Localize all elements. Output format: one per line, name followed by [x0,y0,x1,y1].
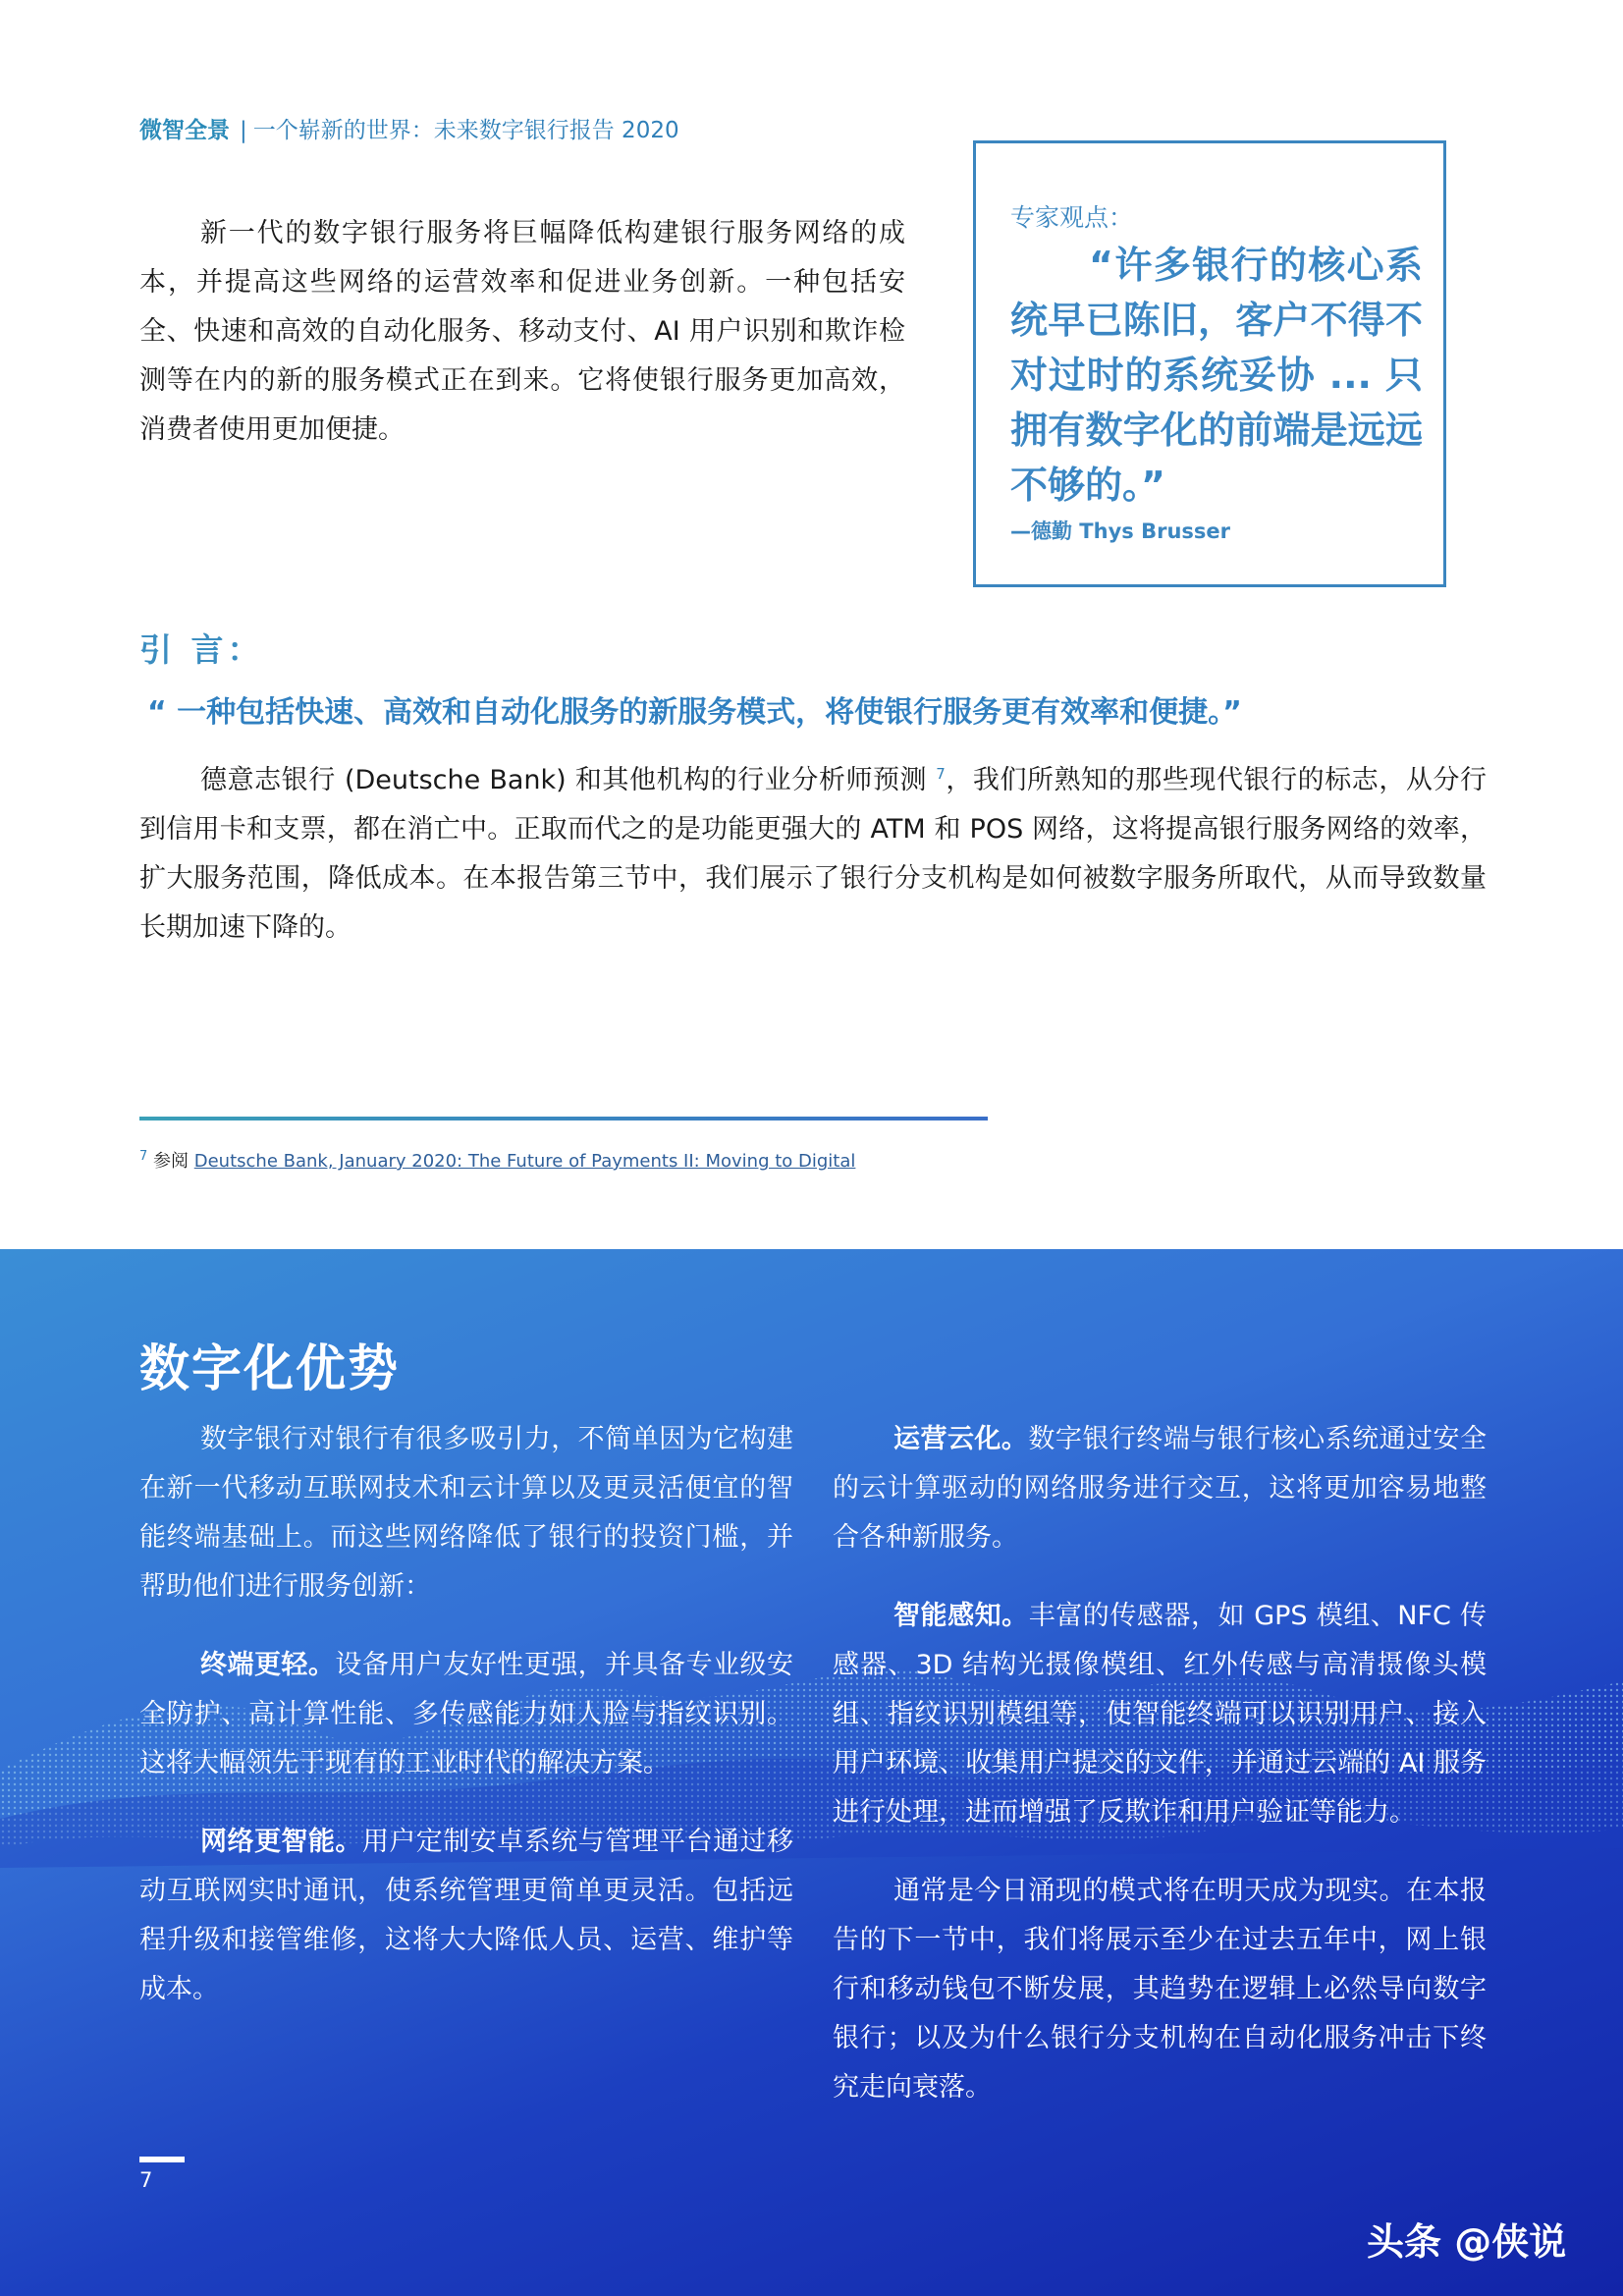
right-paragraph-3: 通常是今日涌现的模式将在明天成为现实。在本报告的下一节中，我们将展示至少在过去五年中，网上银行和移动钱包不断发展，其趋势在逻辑上必然导向数字银行；以及为什么银行分支机构在自动化服务冲击下终究走向衰落。 [833,1876,1487,2103]
lighter-terminal-text: 设备用户友好性更强，并具备专业级安全防护、高计算性能、多传感能力如人脸与指纹识别。这将大幅领先于现有的工业时代的解决方案。 [139,1650,794,1778]
footnote-link[interactable]: Deutsche Bank, January 2020: The Future of Payments II: Moving to Digital [193,1151,856,1172]
cloud-operations-heading: 运营云化。 [893,1424,1029,1454]
expert-quote-box [973,140,1446,587]
left-column [139,1415,793,2044]
intro-body-paragraph [139,756,1487,953]
header-separator: | [240,118,247,143]
footnote [139,1147,855,1173]
cloud-operations-text: 数字银行终端与银行核心系统通过安全的云计算驱动的网络服务进行交互，这将更加容易地整合各种新服务。 [833,1424,1488,1553]
footnote-prefix: 参阅 [153,1151,189,1172]
smart-sensing-heading: 智能感知。 [893,1601,1029,1631]
intro-paragraph: 新一代的数字银行服务将巨幅降低构建银行服务网络的成本，并提高这些网络的运营效率和促进业务创新。一种包括安全、快速和高效的自动化服务、移动支付、AI 用户识别和欺诈检测等在内的新的服务模式正在到来。它将使银行服务更加高效，消费者使用更加便捷。 [139,218,905,445]
brand-name: 微智全景 [139,118,230,143]
page-number: 7 [139,2168,153,2192]
right-column [833,1415,1487,2142]
footnote-marker: 7 [139,1149,148,1164]
watermark: 头条 @侠说 [1367,2220,1567,2264]
body-text-part1: 德意志银行 (Deutsche Bank) 和其他机构的行业分析师预测 [200,765,937,795]
footnote-ref[interactable]: 7 [936,765,946,783]
intro-pull-quote: “ 一种包括快速、高效和自动化服务的新服务模式，将使银行服务更有效率和便捷。” [147,695,1242,730]
body-text-part2: ，我们所熟知的那些现代银行的标志，从分行到信用卡和支票，都在消亡中。正取而代之的是功能更强大的 ATM 和 POS 网络，这将提高银行服务网络的效率，扩大服务范围，降低成本。在本报告第三节中，我们展示了银行分支机构是如何被数字服务所取代，从而导致数量长期加速下降的。 [139,765,1488,943]
right-paragraph-2 [833,1592,1487,1837]
smarter-network-heading: 网络更智能。 [200,1827,362,1857]
expert-quote-label: 专家观点： [1010,203,1134,232]
left-paragraph-3 [139,1818,793,2014]
left-paragraph-2 [139,1641,793,1788]
left-paragraph-1: 数字银行对银行有很多吸引力，不简单因为它构建在新一代移动互联网技术和云计算以及更灵活便宜的智能终端基础上。而这些网络降低了银行的投资门槛，并帮助他们进行服务创新： [139,1424,793,1602]
intro-heading: 引 言： [139,630,264,669]
right-paragraph-1 [833,1415,1487,1562]
footnote-divider [139,1117,988,1121]
section-title: 数字化优势 [139,1340,401,1398]
smart-sensing-text: 丰富的传感器，如 GPS 模组、NFC 传感器、3D 结构光摄像模组、红外传感与高清摄像头模组、指纹识别模组等，使智能终端可以识别用户、接入用户环境、收集用户提交的文件，并通过云端的 AI 服务进行处理，进而增强了反欺诈和用户验证等能力。 [833,1601,1487,1828]
running-header [139,112,679,144]
page-number-bar [139,2157,185,2162]
expert-quote-text: “许多银行的核心系统早已陈旧，客户不得不对过时的系统妥协 ... 只拥有数字化的前端是远远不够的。” [1010,244,1423,507]
expert-quote-author: —德勤 Thys Brusser [1010,519,1230,543]
lighter-terminal-heading: 终端更轻。 [200,1650,336,1680]
smarter-network-text: 用户定制安卓系统与管理平台通过移动互联网实时通讯，使系统管理更简单更灵活。包括远程升级和接管维修，这将大大降低人员、运营、维护等成本。 [139,1827,794,2004]
report-title: 一个崭新的世界：未来数字银行报告 2020 [252,118,679,143]
